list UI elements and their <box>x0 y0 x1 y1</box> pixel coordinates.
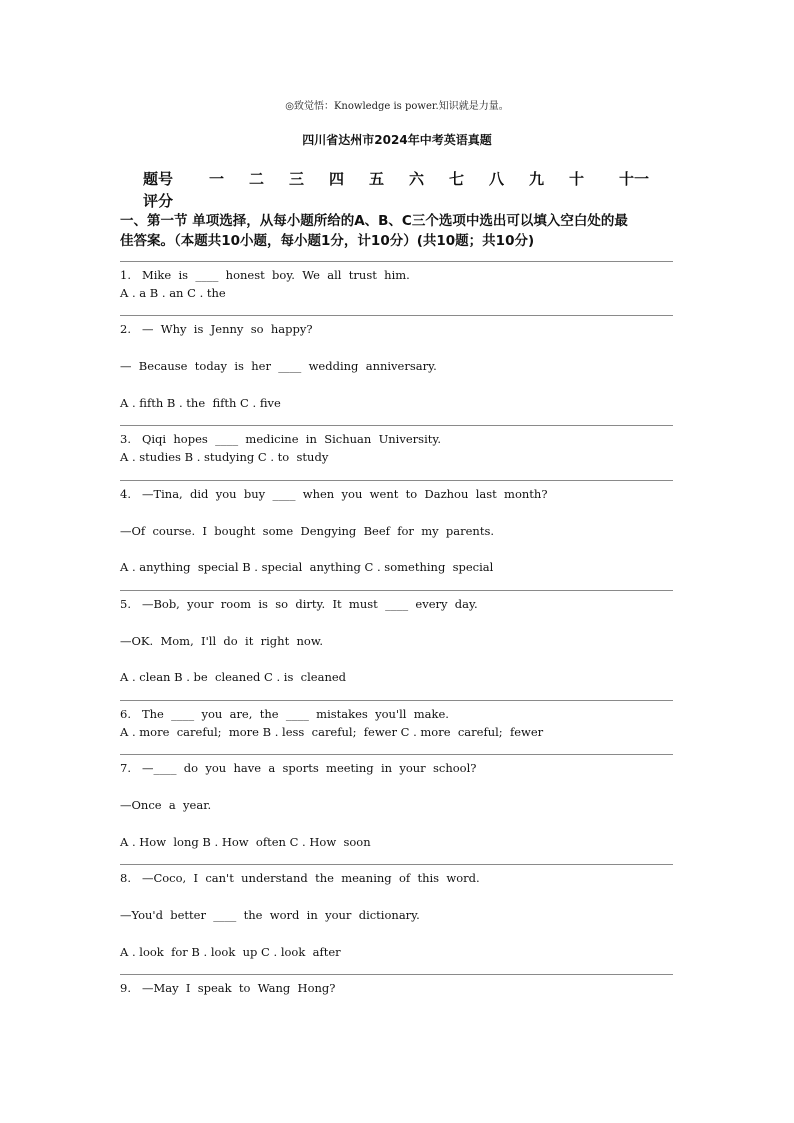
question-2-options: A . fifth B . the fifth C . five <box>120 396 281 410</box>
question-1-options: A . a B . an C . the <box>120 286 226 300</box>
question-divider <box>120 590 673 591</box>
score-col-6: 六 <box>409 170 425 188</box>
question-9-stem: 9. —May I speak to Wang Hong? <box>120 981 336 995</box>
question-8-stem: 8. —Coco, I can't understand the meaning of this word. <box>120 871 480 885</box>
question-4-stem: 4. —Tina, did you buy ____ when you went to Dazhou last month? <box>120 487 548 501</box>
question-1-stem: 1. Mike is ____ honest boy. We all trust him. <box>120 268 410 282</box>
score-row-label: 评分 <box>143 192 174 210</box>
score-col-7: 七 <box>449 170 465 188</box>
page-header-motto: ◎致觉悟：Knowledge is power.知识就是力量。 <box>285 101 509 112</box>
question-divider <box>120 864 673 865</box>
question-3-stem: 3. Qiqi hopes ____ medicine in Sichuan University. <box>120 432 441 446</box>
question-divider <box>120 700 673 701</box>
section-heading-line: 佳答案。（本题共10小题，每小题1分，计10分）(共10题；共10分) <box>120 233 535 249</box>
exam-title: 四川省达州市2024年中考英语真题 <box>302 133 492 147</box>
score-col-2: 二 <box>249 170 265 188</box>
question-2-stem: 2. — Why is Jenny so happy? <box>120 322 313 336</box>
question-7-stem: 7. —____ do you have a sports meeting in your school? <box>120 761 477 775</box>
question-4-options: A . anything special B . special anything C . something special <box>120 560 494 574</box>
score-table-label: 题号 <box>143 170 174 188</box>
score-col-1: 一 <box>209 170 225 188</box>
question-6-options: A . more careful; more B . less careful; fewer C . more careful; fewer <box>120 725 544 739</box>
question-divider <box>120 315 673 316</box>
score-col-8: 八 <box>489 170 505 188</box>
score-col-9: 九 <box>529 170 545 188</box>
question-7-dialogue: —Once a year. <box>120 798 212 812</box>
question-7-options: A . How long B . How often C . How soon <box>120 835 371 849</box>
question-6-stem: 6. The ____ you are, the ____ mistakes you'll make. <box>120 707 449 721</box>
question-3-options: A . studies B . studying C . to study <box>120 450 329 464</box>
question-8-options: A . look for B . look up C . look after <box>120 945 341 959</box>
question-8-dialogue: —You'd better ____ the word in your dictionary. <box>120 908 420 922</box>
question-5-stem: 5. —Bob, your room is so dirty. It must ____ every day. <box>120 597 478 611</box>
question-divider <box>120 480 673 481</box>
score-table-row <box>143 168 663 190</box>
score-col-3: 三 <box>289 170 305 188</box>
question-divider <box>120 261 673 262</box>
score-col-5: 五 <box>369 170 385 188</box>
question-5-options: A . clean B . be cleaned C . is cleaned <box>120 670 347 684</box>
question-2-dialogue: — Because today is her ____ wedding anniversary. <box>120 359 437 373</box>
question-5-dialogue: —OK. Mom, I'll do it right now. <box>120 634 323 648</box>
section-heading-line: 一、第一节 单项选择，从每小题所给的A、B、C三个选项中选出可以填入空白处的最 <box>120 213 628 229</box>
score-col-4: 四 <box>329 170 345 188</box>
question-4-dialogue: —Of course. I bought some Dengying Beef for my parents. <box>120 524 495 538</box>
question-divider <box>120 974 673 975</box>
score-col-11: 十一 <box>619 170 650 188</box>
score-col-10: 十 <box>569 170 585 188</box>
question-divider <box>120 754 673 755</box>
section-heading <box>120 211 680 251</box>
question-divider <box>120 425 673 426</box>
